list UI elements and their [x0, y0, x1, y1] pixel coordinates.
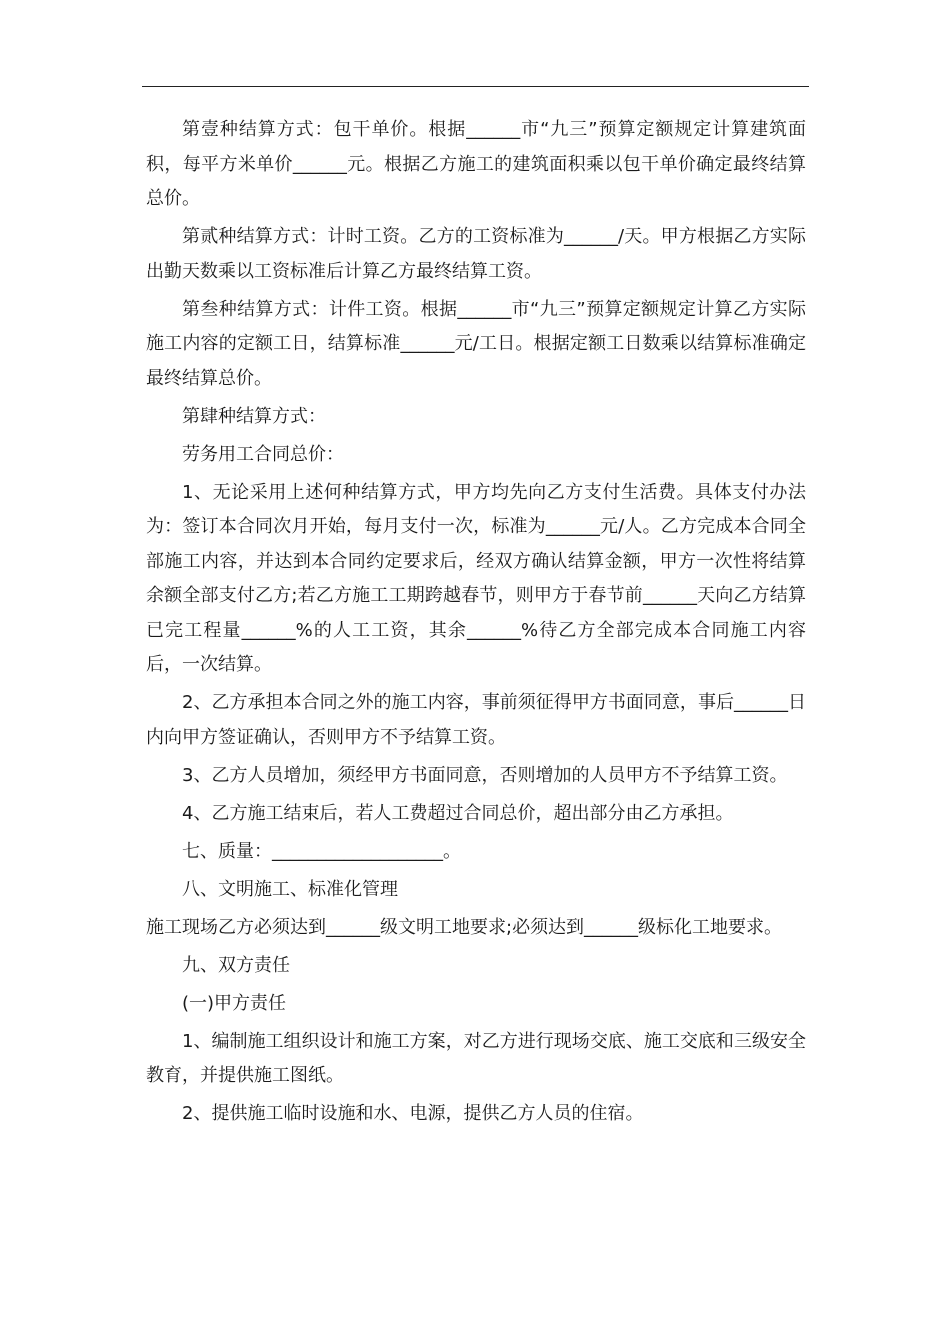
- header-rule: [142, 86, 809, 87]
- paragraph-party-a-duty-2: 2、提供施工临时设施和水、电源，提供乙方人员的住宿。: [182, 1103, 644, 1124]
- paragraph-total-price: 劳务用工合同总价：: [182, 443, 344, 465]
- paragraph-settlement-1: 第壹种结算方式：包干单价。根据______市“九三”预算定额规定计算建筑面积，每平方米单价______元。根据乙方施工的建筑面积乘以包干单价确定最终结算总价。: [146, 119, 806, 209]
- section-heading-responsibilities: 九、双方责任: [182, 954, 290, 976]
- document-body: [146, 113, 806, 1135]
- paragraph-clause-4: 4、乙方施工结束后，若人工费超过合同总价，超出部分由乙方承担。: [182, 802, 734, 824]
- paragraph-site-requirements: 施工现场乙方必须达到______级文明工地要求;必须达到______级标化工地要求。: [146, 916, 783, 938]
- paragraph-clause-1: 1、无论采用上述何种结算方式，甲方均先向乙方支付生活费。具体支付办法为：签订本合同次月开始，每月支付一次，标准为______元/人。乙方完成本合同全部施工内容，并达到本合同约定要求后，经双方确认结算金额，甲方一次性将结算余额全部支付乙方;若乙方施工工期跨越春节，则甲方于春节前______天向乙方结算已完工程量______%的人工工资，其余______%待乙方全部完成本合同施工内容后，一次结算。: [146, 481, 806, 675]
- paragraph-settlement-2: 第贰种结算方式：计时工资。乙方的工资标准为______/天。甲方根据乙方实际出勤天数乘以工资标准后计算乙方最终结算工资。: [146, 226, 806, 282]
- paragraph-settlement-4: 第肆种结算方式：: [182, 405, 326, 427]
- paragraph-clause-3: 3、乙方人员增加，须经甲方书面同意，否则增加的人员甲方不予结算工资。: [182, 764, 788, 786]
- section-heading-quality: 七、质量：___________________。: [182, 840, 461, 862]
- paragraph-party-a-duty-1: 1、编制施工组织设计和施工方案，对乙方进行现场交底、施工交底和三级安全教育，并提供施工图纸。: [146, 1030, 806, 1086]
- paragraph-settlement-3: 第叁种结算方式：计件工资。根据______市“九三”预算定额规定计算乙方实际施工内容的定额工日，结算标准______元/工日。根据定额工日数乘以结算标准确定最终结算总价。: [146, 298, 806, 389]
- subsection-heading-party-a: (一)甲方责任: [182, 992, 287, 1014]
- paragraph-clause-2: 2、乙方承担本合同之外的施工内容，事前须征得甲方书面同意，事后______日内向甲方签证确认，否则甲方不予结算工资。: [146, 692, 806, 748]
- section-heading-civilized-construction: 八、文明施工、标准化管理: [182, 878, 398, 900]
